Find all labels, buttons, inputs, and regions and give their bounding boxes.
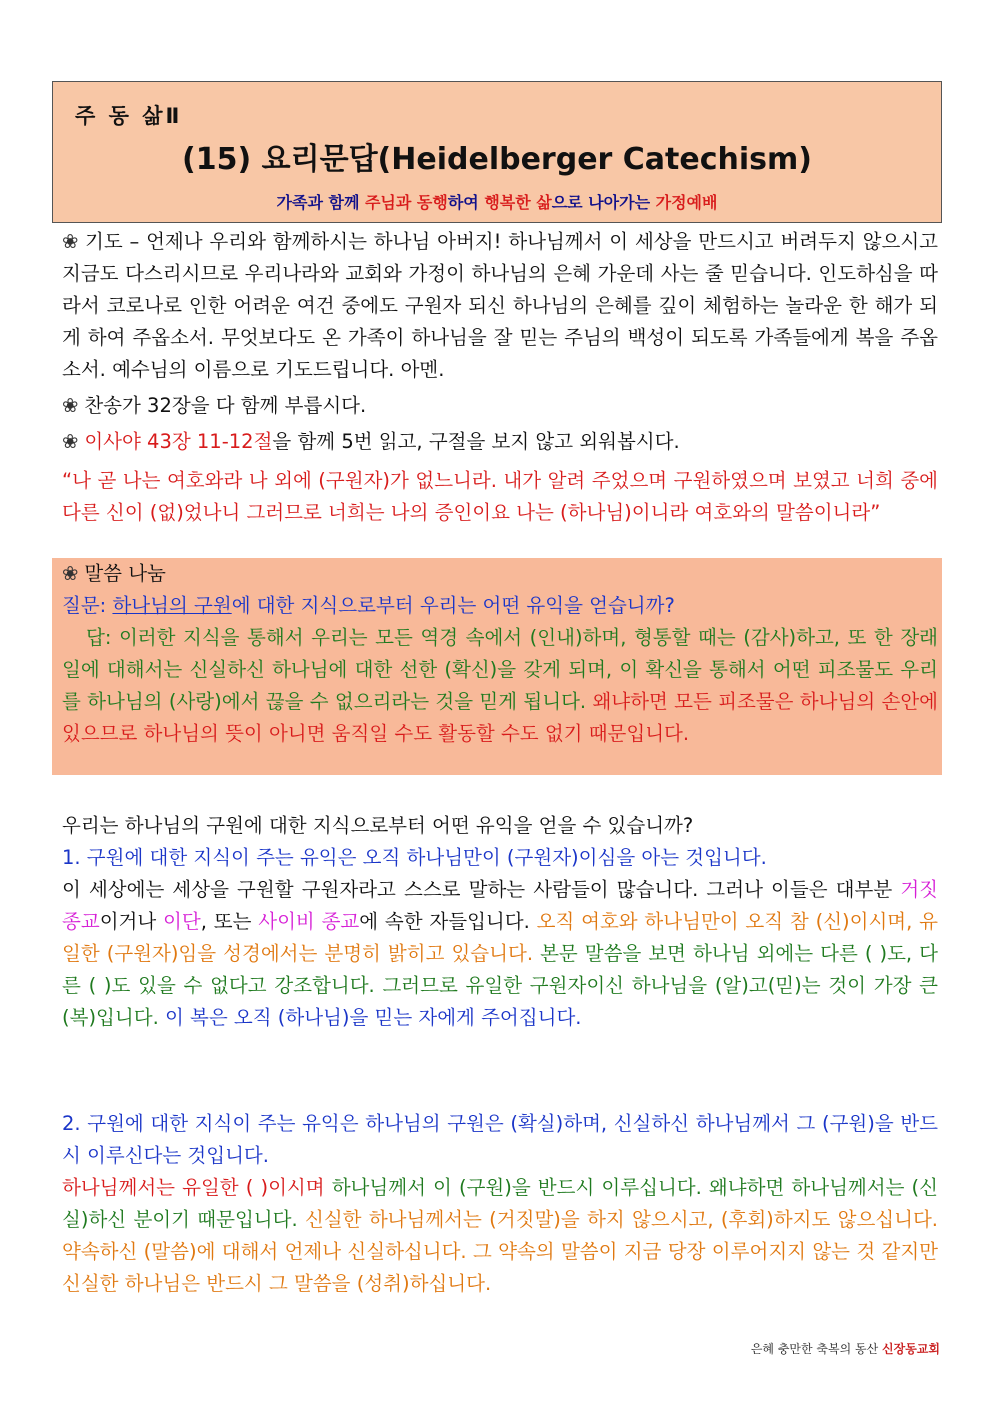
- point-1-text: 본문 말씀을 보면 하나님 외에는 다른 ( )도, 다른 ( )도 있을 수 없다고 강조합니다. 그러므로 유일한 구원자이신 하나님을 (알)고(믿)는 것이 가장 큰 (복)입니다.: [62, 942, 938, 1029]
- sharing-label: 말씀 나눔: [84, 562, 166, 585]
- hymn-text: 찬송가 32장을 다 함께 부릅시다.: [84, 394, 367, 417]
- footer: [751, 1340, 940, 1357]
- sharing-section: [62, 558, 938, 750]
- reading-line: [62, 426, 938, 458]
- point-1-text: 오직 여호와 하나님만이 오직 참 (신)이시며, 유일한 (구원자)임을 성경에서는 분명히 밝히고 있습니다.: [62, 910, 939, 965]
- subtitle-part: 가정예배: [655, 193, 718, 212]
- question-rest: 에 대한 지식으로부터 우리는 어떤 유익을 얻습니까?: [231, 594, 675, 617]
- point-1: [62, 842, 938, 1034]
- church-name: 신장동교회: [882, 1342, 940, 1356]
- point-1-text: 이단: [163, 910, 201, 933]
- prayer-paragraph: [62, 226, 938, 386]
- flower-bullet-icon: ❀: [62, 430, 79, 453]
- flower-bullet-icon: ❀: [62, 562, 79, 585]
- sharing-heading: [62, 558, 938, 590]
- flower-bullet-icon: ❀: [62, 394, 79, 417]
- header-box: [52, 81, 942, 223]
- subtitle-part: 주님과 동행: [364, 193, 448, 212]
- flower-bullet-icon: ❀: [62, 230, 79, 253]
- hymn-line: [62, 390, 938, 422]
- memory-verse: “나 곧 나는 여호와라 나 외에 (구원자)가 없느니라. 내가 알려 주었으며 구원하였으며 보였고 너희 중에 다른 신이 (없)었나니 그러므로 너희는 나의 증인이요 나는 (하나님)이니라 여호와의 말씀이니라”: [62, 469, 938, 524]
- point-2-title: 2. 구원에 대한 지식이 주는 유익은 하나님의 구원은 (확실)하며, 신실하신 하나님께서 그 (구원)을 반드시 이루신다는 것입니다.: [62, 1112, 938, 1167]
- prayer-text: 기도 – 언제나 우리와 함께하시는 하나님 아버지! 하나님께서 이 세상을 만드시고 버려두지 않으시고 지금도 다스리시므로 우리나라와 교회와 가정이 하나님의 은혜 가운데 사는 줄 믿습니다. 인도하심을 따라서 코로나로 인한 어려운 여건 중에도 구원자 되신 하나님의 은혜를 깊이 체험하는 놀라운 한 해가 되게 하여 주옵소서. 무엇보다도 온 가족이 하나님을 잘 믿는 주님의 백성이 되도록 가족들에게 복을 주옵소서. 예수님의 이름으로 기도드립니다. 아멘.: [62, 230, 939, 381]
- point-2-text: 하나님께서 이 (구원)을 반드시 이루십니다. 왜냐하면 하나님께서는 (신실)하신 분이기 때문입니다.: [62, 1176, 938, 1231]
- page-title: (15) 요리문답(Heidelberger Catechism): [182, 142, 812, 177]
- point-1-text: , 또는: [200, 910, 259, 933]
- answer-part: 왜냐하면 모든 피조물은 하나님의 손안에 있으므로 하나님의 뜻이 아니면 움직일 수도 활동할 수도 없기 때문입니다.: [62, 690, 938, 745]
- point-2-text: 하나님께서는 유일한 ( )이시며: [62, 1176, 332, 1199]
- point-2: [62, 1108, 938, 1300]
- subtitle: [53, 190, 941, 213]
- point-1-text: 이 복은 오직 (하나님)을 믿는 자에게 주어집니다.: [164, 1006, 582, 1029]
- point-1-title: 1. 구원에 대한 지식이 주는 유익은 오직 하나님만이 (구원자)이심을 아는 것입니다.: [62, 846, 767, 869]
- point-1-text: 사이비 종교: [258, 910, 360, 933]
- subtitle-part: 가족과 함께: [276, 193, 365, 212]
- question-prefix: 질문:: [62, 594, 113, 617]
- point-1-text: 이 세상에는 세상을 구원할 구원자라고 스스로 말하는 사람들이 많습니다. 그러나 이들은 대부분: [62, 878, 901, 901]
- reading-text: 을 함께 5번 읽고, 구절을 보지 않고 외워봅시다.: [272, 430, 680, 453]
- series-label: 주 동 삶Ⅱ: [75, 104, 183, 128]
- point-1-text: 이거나: [99, 910, 164, 933]
- point-1-text: 거짓 종교: [62, 878, 938, 933]
- sharing-answer: [62, 622, 938, 750]
- reading-reference: 이사야 43장 11-12절: [84, 430, 273, 453]
- subtitle-part: 행복한 삶: [484, 193, 552, 212]
- question-underlined: 하나님의 구원: [112, 594, 232, 617]
- answer-part: 답: 이러한 지식을 통해서 우리는 모든 역경 속에서 (인내)하며, 형통할 때는 (감사)하고, 또 한 장래 일에 대해서는 신실하신 하나님에 대한 선한 (확신)을 갖게 되며, 이 확신을 통해서 어떤 피조물도 우리를 하나님의 (사랑)에서 끊을 수 없으리라는 것을 믿게 됩니다.: [62, 626, 938, 713]
- subtitle-part: 하여: [447, 193, 485, 212]
- sharing-question: [62, 590, 938, 622]
- footer-text: 은혜 충만한 축복의 동산: [750, 1342, 883, 1356]
- point-2-text: 신실한 하나님께서는 (거짓말)을 하지 않으시고, (후회)하지도 않으십니다. 약속하신 (말씀)에 대해서 언제나 신실하십니다. 그 약속의 말씀이 지금 당장 이루어지지 않는 것 같지만 신실한 하나님은 반드시 그 말씀을 (성취)하십니다.: [62, 1208, 939, 1295]
- subtitle-part: 으로 나아가는: [551, 193, 656, 212]
- point-2-body: [62, 1172, 938, 1300]
- body-question: 우리는 하나님의 구원에 대한 지식으로부터 어떤 유익을 얻을 수 있습니까?: [62, 814, 694, 837]
- point-1-text: 에 속한 자들입니다.: [359, 910, 537, 933]
- point-1-body: [62, 874, 938, 1034]
